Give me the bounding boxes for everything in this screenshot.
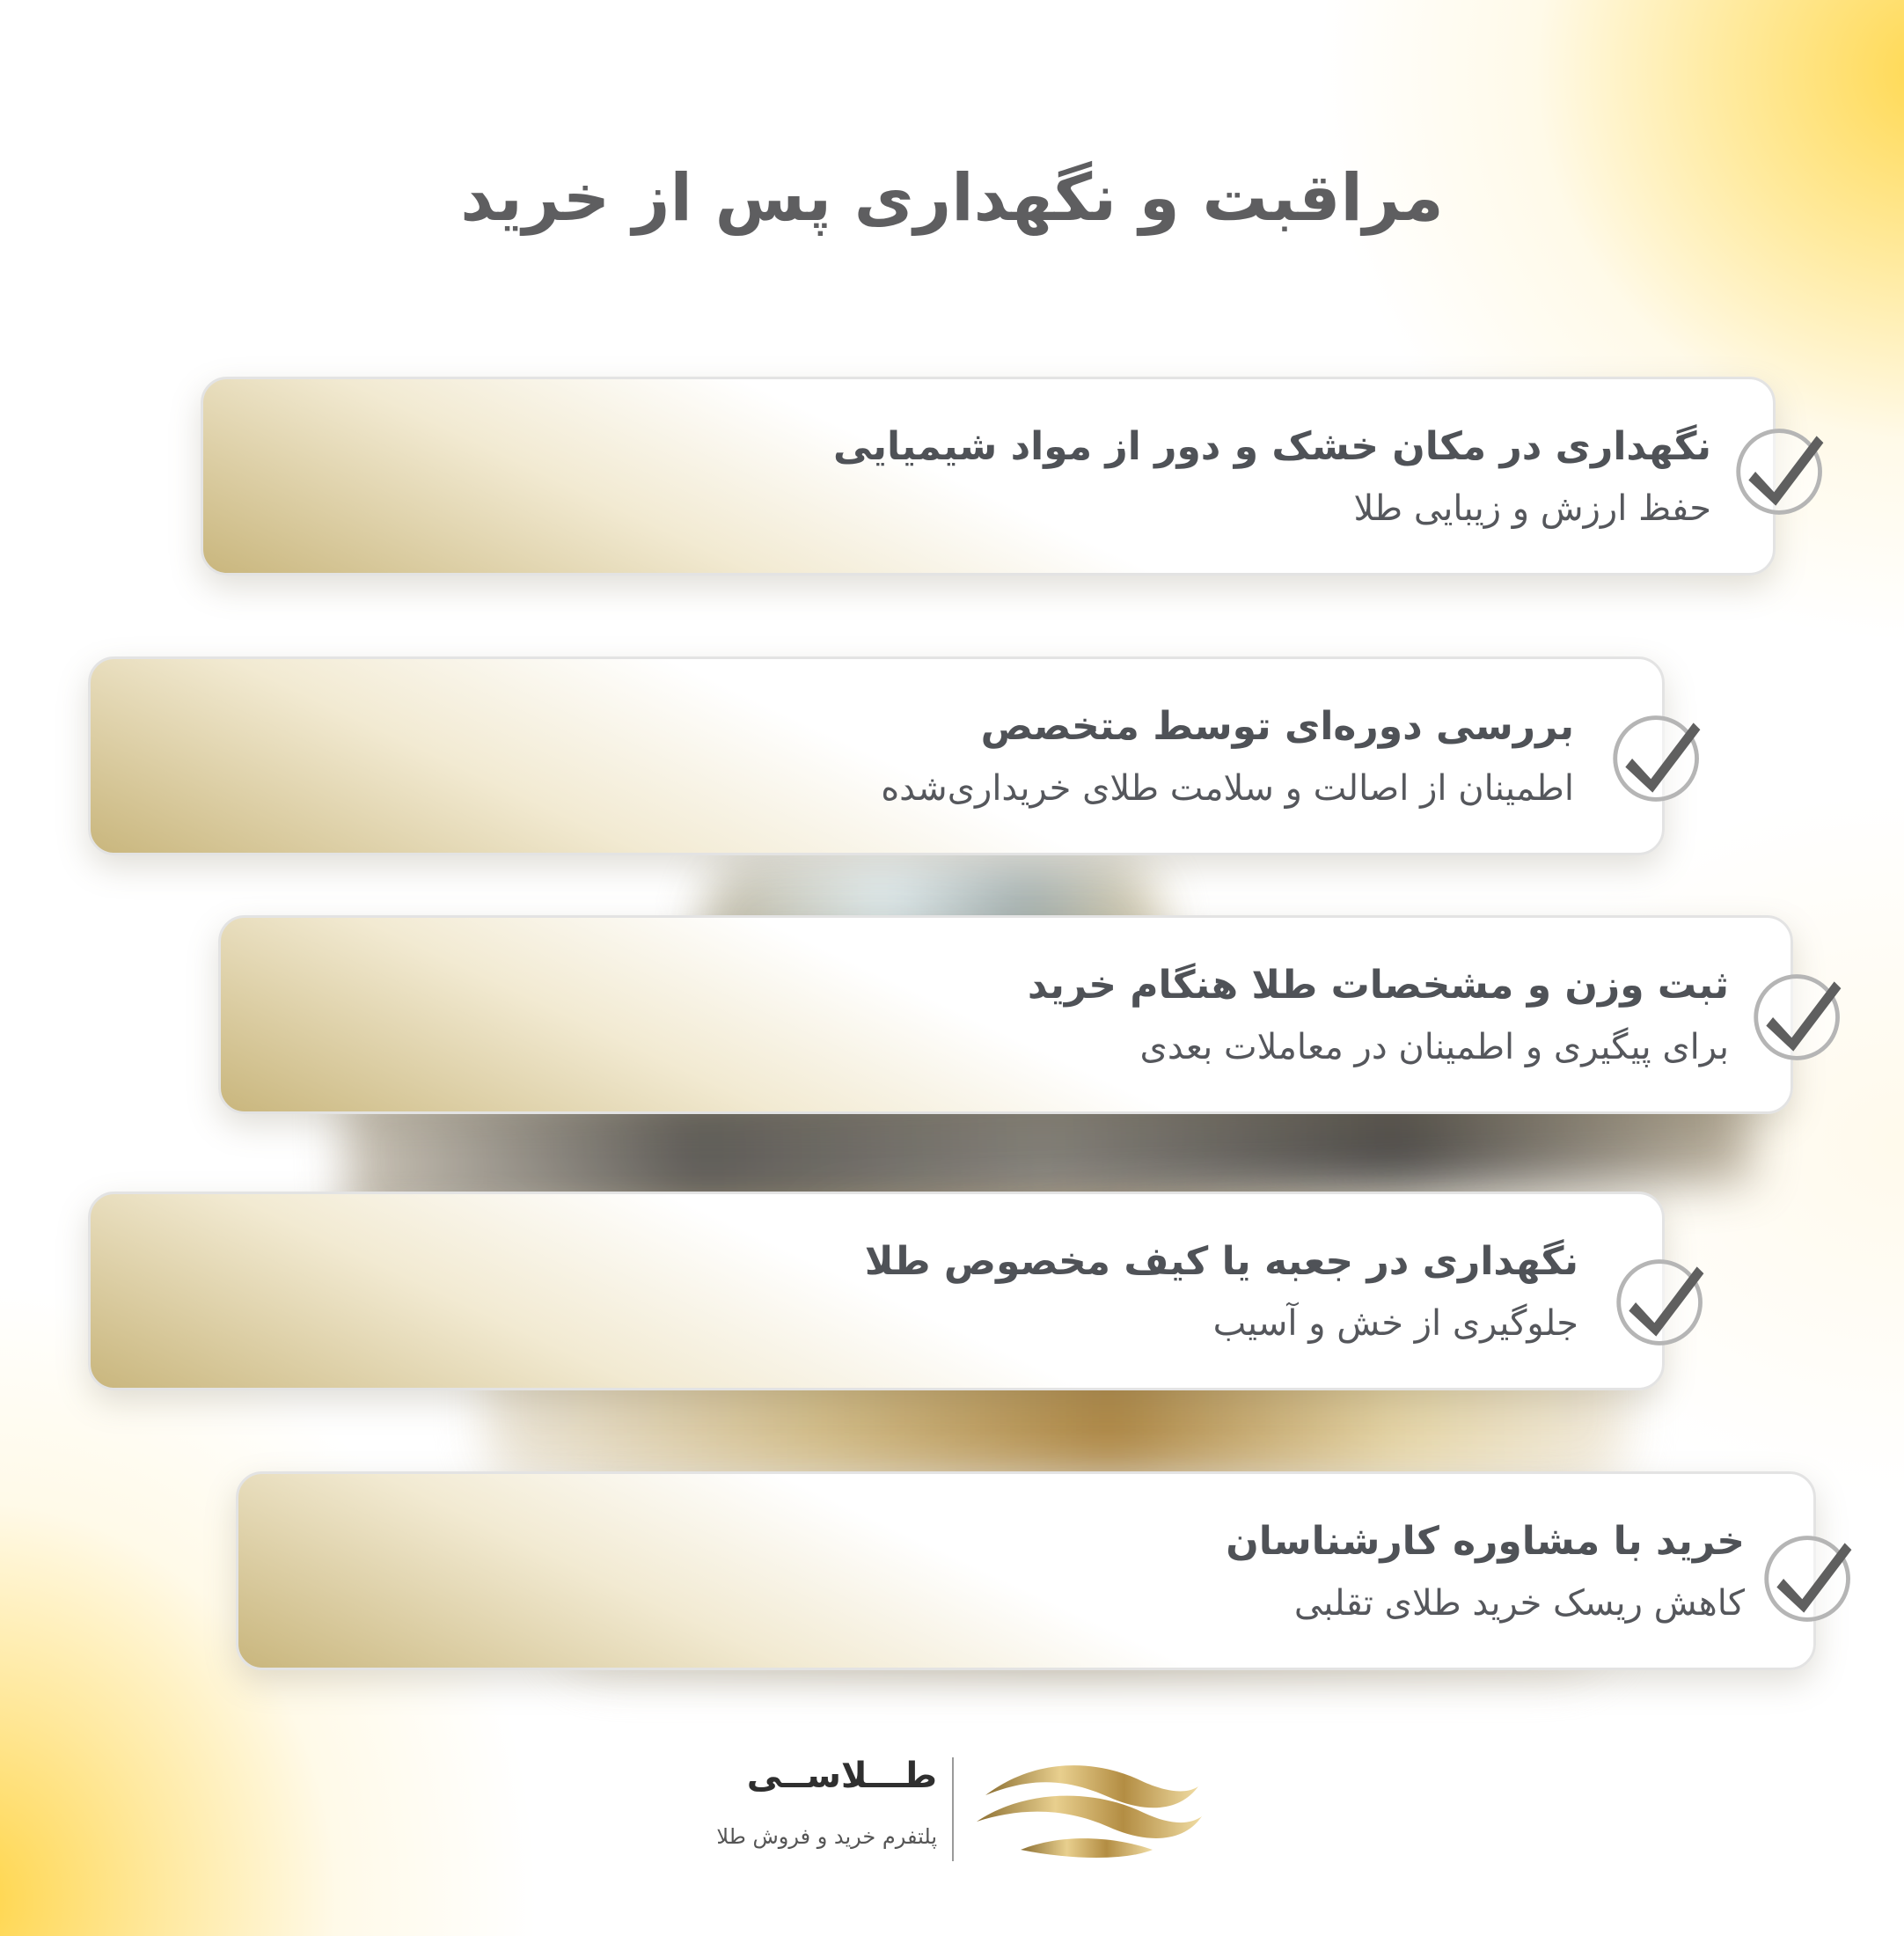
check-icon [1760,1528,1862,1630]
brand-logo [686,1747,1214,1870]
check-icon [1732,421,1834,523]
item-title: نگهداری در جعبه یا کیف مخصوص طلا [864,1238,1578,1284]
item-subtitle: حفظ ارزش و زیبایی طلا [1353,488,1711,529]
check-icon [1612,1251,1714,1353]
check-icon [1608,708,1710,810]
page-title: مراقبت و نگهداری پس از خرید [460,160,1444,236]
list-item [218,915,1793,1114]
item-title: بررسی دوره‌ای توسط متخصص [980,703,1574,749]
list-item [236,1471,1816,1670]
brand-name: طـــلاســی [746,1756,937,1796]
item-subtitle: کاهش ریسک خرید طلای تقلبی [1293,1582,1745,1624]
item-subtitle: جلوگیری از خش و آسیب [1212,1302,1578,1344]
brand-divider [952,1757,954,1861]
list-item [88,656,1665,855]
list-item [88,1192,1665,1390]
check-icon [1749,966,1851,1068]
item-title: نگهداری در مکان خشک و دور از مواد شیمیایی [833,423,1711,469]
gold-waves-logo-icon [968,1751,1205,1866]
brand-tagline: پلتفرم خرید و فروش طلا [716,1824,937,1849]
item-subtitle: برای پیگیری و اطمینان در معاملات بعدی [1139,1026,1729,1067]
item-subtitle: اطمینان از اصالت و سلامت طلای خریداری‌شده [881,767,1574,809]
item-title: خرید با مشاوره کارشناسان [1226,1518,1745,1564]
item-title: ثبت وزن و مشخصات طلا هنگام خرید [1027,962,1729,1008]
list-item [201,377,1776,576]
